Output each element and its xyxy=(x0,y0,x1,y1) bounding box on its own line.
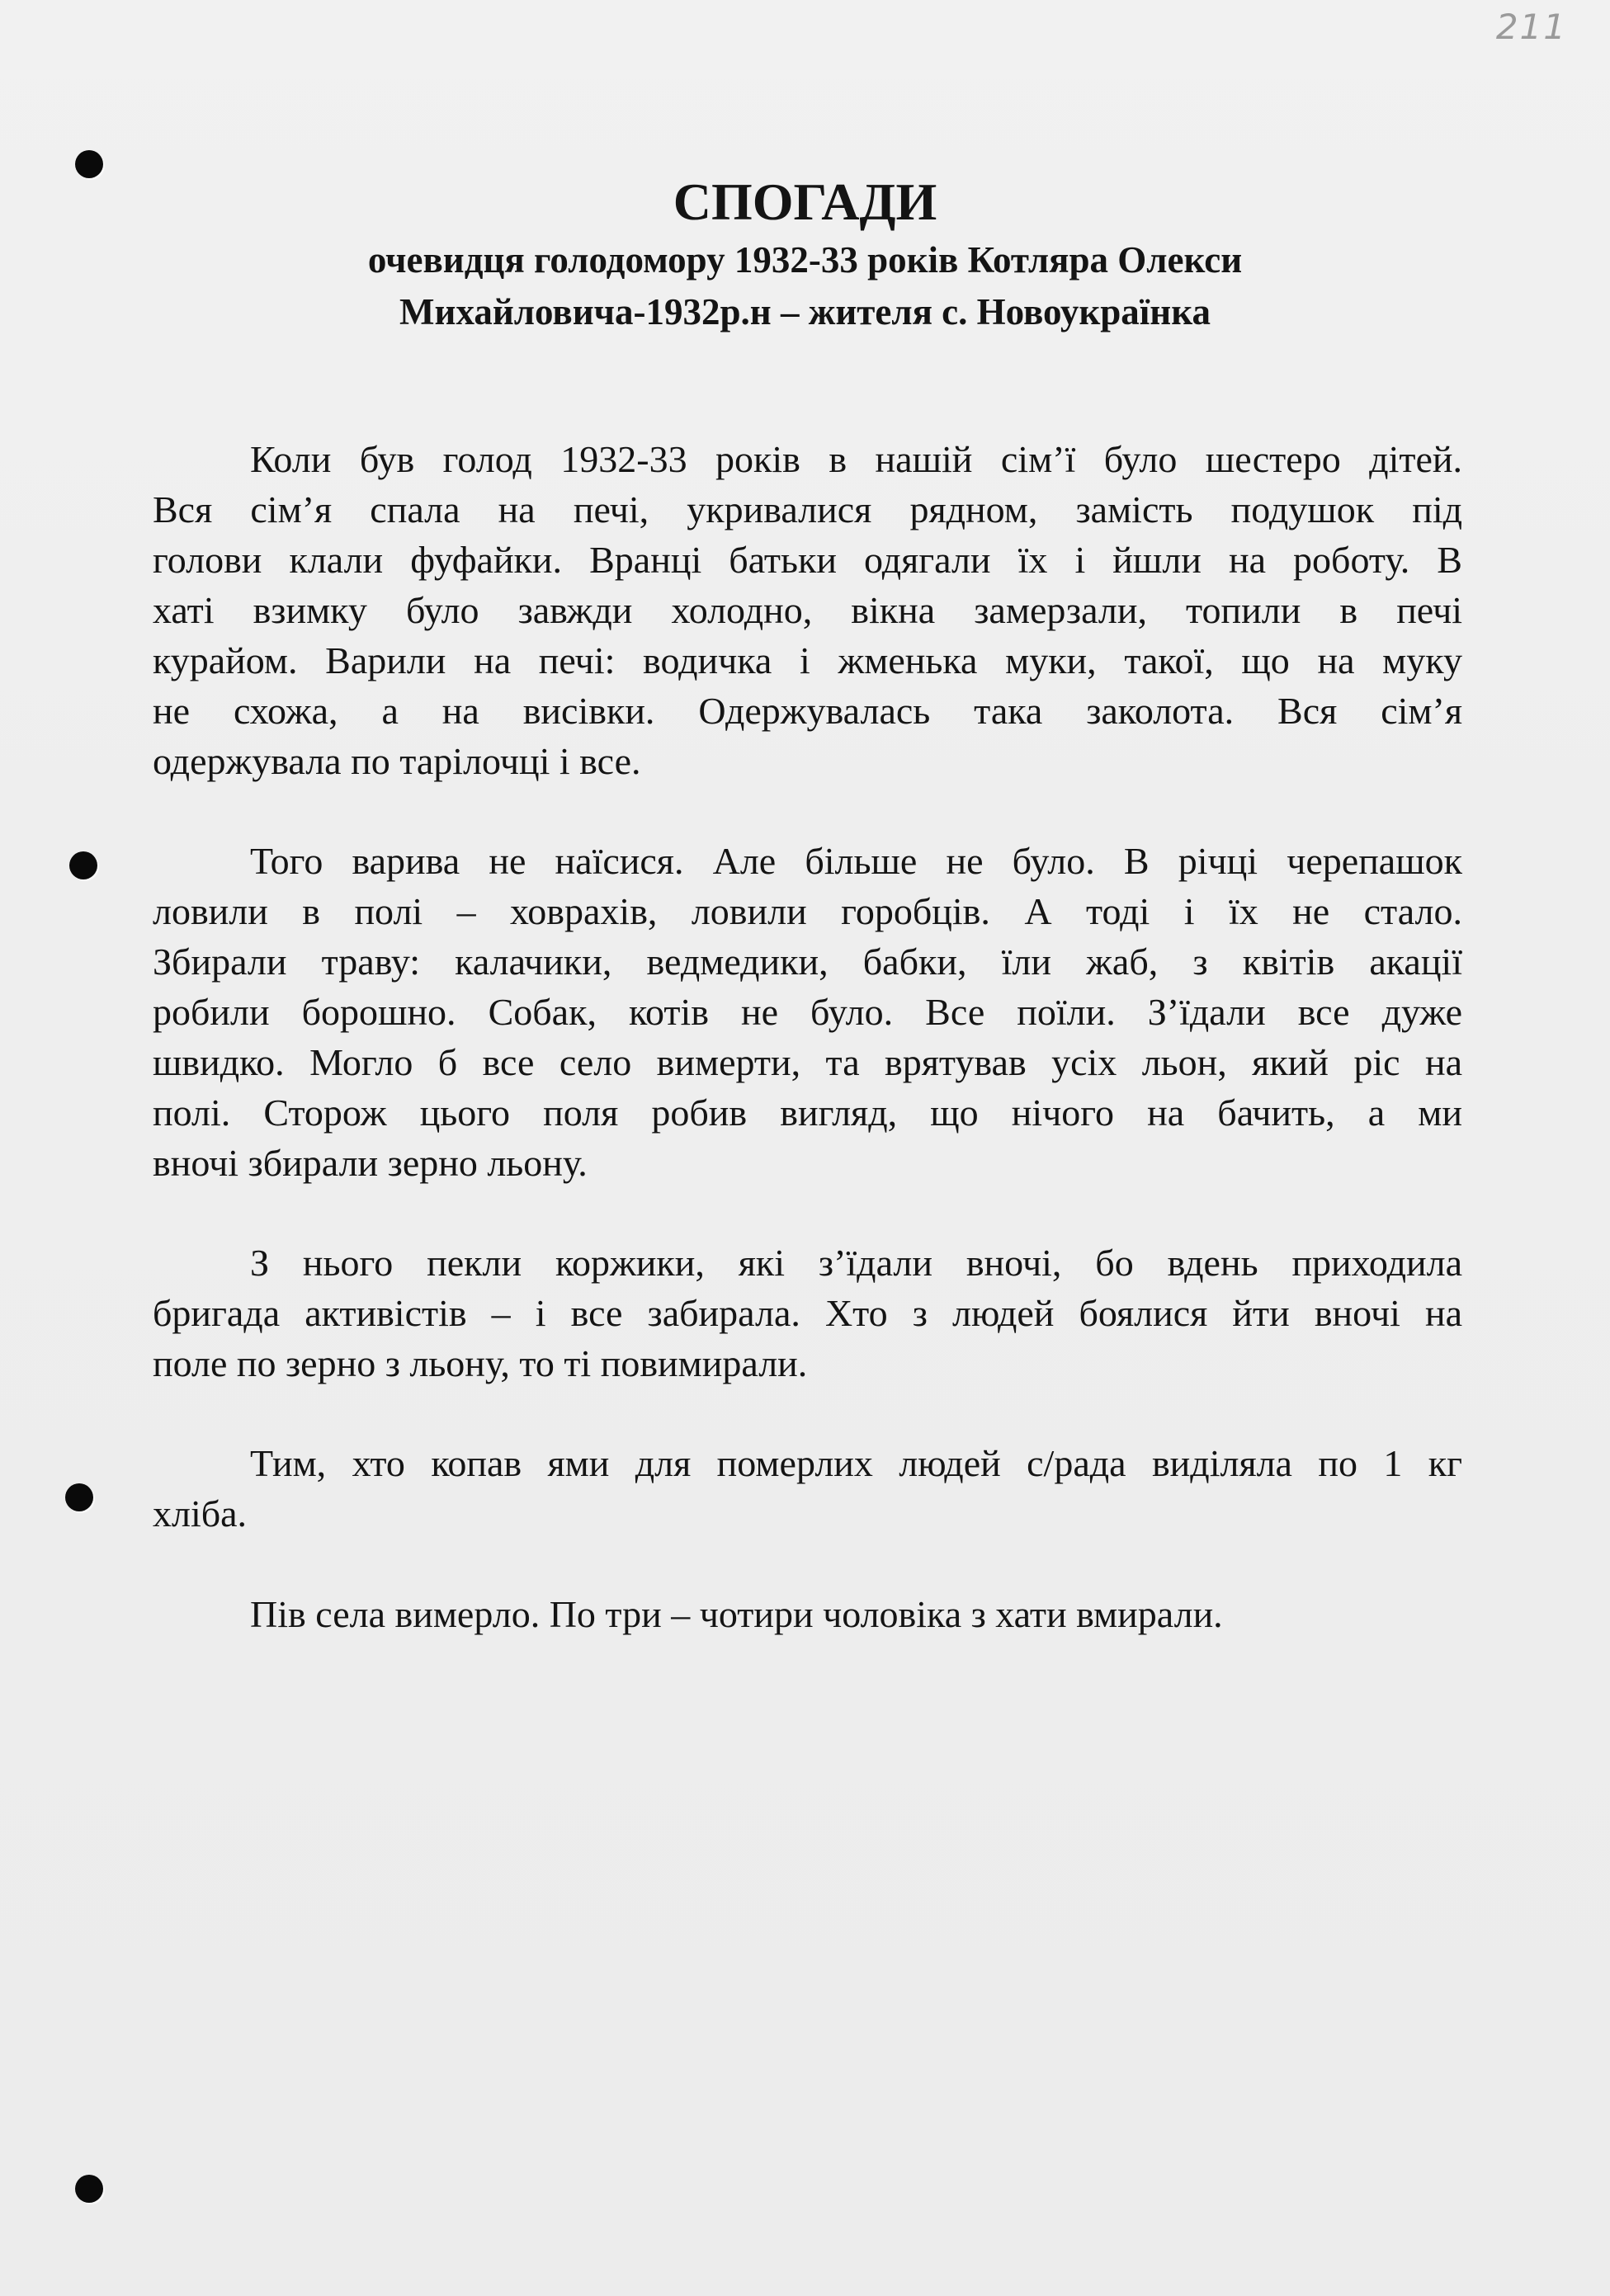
text-line: голови клали фуфайки. Вранці батьки одягали їх і йшли на роботу. В xyxy=(153,539,1462,581)
text-line: робили борошно. Собак, котів не було. Все поїли. З’їдали все дуже xyxy=(153,991,1462,1033)
punch-hole xyxy=(69,851,97,879)
text-line: Коли був голод 1932-33 років в нашій сім’ї було шестеро дітей. xyxy=(250,438,1462,480)
text-line: не схожа, а на висівки. Одержувалась така заколота. Вся сім’я xyxy=(153,690,1462,732)
page-number: 211 xyxy=(1495,7,1567,47)
punch-hole xyxy=(65,1483,93,1511)
text-line: курайом. Варили на печі: водичка і жменька муки, такої, що на муку xyxy=(153,639,1462,681)
text-line: вночі збирали зерно льону. xyxy=(153,1142,588,1184)
text-line: Того варива не наїсися. Але більше не було. В річці черепашок xyxy=(250,840,1462,882)
text-line: Тим, хто копав ями для померлих людей с/рада виділяла по 1 кг xyxy=(250,1442,1462,1484)
text-line: З нього пекли коржики, які з’їдали вночі, бо вдень приходила xyxy=(250,1242,1462,1284)
text-line: Вся сім’я спала на печі, укривалися рядном, замість подушок під xyxy=(153,488,1462,530)
punch-hole xyxy=(75,2175,103,2203)
document-subtitle-line-2: Михайловича-1932р.н – жителя с. Новоукраїнка xyxy=(399,291,1211,332)
text-line: швидко. Могло б все село вимерти, та врятував усіх льон, який ріс на xyxy=(153,1041,1462,1083)
text-line: полі. Сторож цього поля робив вигляд, що нічого на бачить, а ми xyxy=(153,1091,1462,1134)
text-line: бригада активістів – і все забирала. Хто з людей боялися йти вночі на xyxy=(153,1292,1462,1334)
text-line: одержувала по тарілочці і все. xyxy=(153,740,641,782)
text-line: ловили в полі – ховрахів, ловили горобців. А тоді і їх не стало. xyxy=(153,890,1462,932)
paragraph-5 xyxy=(153,1589,1462,1639)
document-subtitle-line-1: очевидця голодомору 1932-33 років Котляра Олекси xyxy=(367,239,1243,281)
text-line: поле по зерно з льону, то ті повимирали. xyxy=(153,1342,808,1384)
document-title: СПОГАДИ xyxy=(673,172,937,231)
paragraph-3 xyxy=(153,1238,1462,1388)
text-line: хаті взимку було завжди холодно, вікна замерзали, топили в печі xyxy=(153,589,1462,631)
text-line: хліба. xyxy=(153,1492,248,1535)
text-line: Збирали траву: калачики, ведмедики, бабки, їли жаб, з квітів акації xyxy=(153,941,1462,983)
text-line: Пів села вимерло. По три – чотири чоловіка з хати вмирали. xyxy=(250,1593,1223,1635)
paragraph-1 xyxy=(153,434,1462,786)
paragraph-4 xyxy=(153,1438,1462,1539)
paragraph-2 xyxy=(153,836,1462,1188)
